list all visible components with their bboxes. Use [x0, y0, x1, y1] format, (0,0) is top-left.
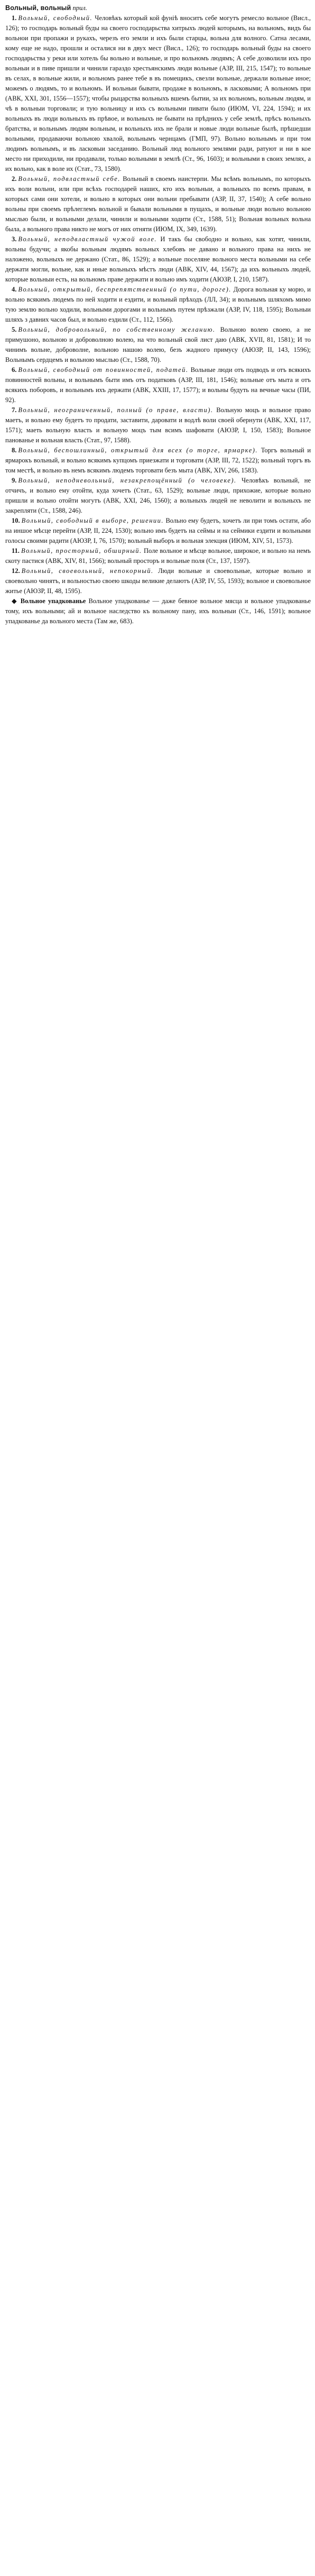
- sense-number: 9.: [12, 477, 17, 484]
- sense-1: [5, 13, 311, 174]
- sense-number: 1.: [12, 14, 17, 22]
- sense-7: [5, 405, 311, 445]
- phrase-text: Вольное упадкованье — даже бевное вольное мясца и вольное упадкованье тому, ихъ вольными; ай и вольное наследство къ вольному пану, ихъ вольныи (Ст., 146, 1591); вольное упадкованье да вольного места (Там же, 683).: [5, 597, 311, 625]
- sense-gloss: Вольный, открытый, беспрепятственный (о пути, дороге).: [18, 286, 231, 293]
- sense-number: 2.: [12, 175, 17, 183]
- sense-gloss: Вольный, просторный, обширный.: [21, 547, 142, 554]
- sense-number: 12.: [12, 567, 20, 575]
- sense-number: 10.: [12, 517, 20, 524]
- sense-citations: Вольный в своемъ наистерпи. Мы всѣмъ вольнымъ, по которыхъ ихъ воли вольни, или при всѣхъ господарей наших, кто ихъ вольныи, а вольныхъ по всемъ правам, в которых сами они хотели, и вольно в которых они вольни пребывати (АЗР, II, 37, 1540); А себе вольно вольны при своемъ прѣлеглемъ вольной и бывали вольными в пущахъ, и вольные люди вольно вольною мыслью были, и вольными делали, чинили и вольными ходити (Ст., 1588, 51); Вольная вольных вольна была, а вольного права никто не могъ от них отняти (ИЮМ, IX, 349, 1639).: [5, 175, 311, 233]
- phraseological-unit: [5, 596, 311, 626]
- sense-number: 4.: [12, 286, 17, 293]
- sense-citations: Торгъ вольный и ярмарокъ вольный, и вольно всякимъ купцомъ приезжати и торговати (АЗР, III, 72, 1522); вольный торгъ въ том местѣ, и вольно въ немъ всякимъ людемъ торговати безъ мыта (АВК, XIV, 266, 1583).: [5, 447, 311, 474]
- sense-citations: Вольные люди отъ подводъ и отъ всякихъ повинностей вольны, и вольнымъ быти имъ отъ податковъ (АЗР, III, 181, 1546); вольные отъ мыта и отъ всякихъ поборовъ, и вольнымъ ихъ держати (АВК, XXIII, 17, 1577); и вольны будуть на вечные часы (ПИ, 92).: [5, 366, 311, 404]
- sense-gloss: Вольный, неограниченный, полный (о праве, власти).: [18, 406, 214, 414]
- sense-citations: Вольною волею своею, а не примушоно, вольною и доброволною волею, на что вольный свой лист даю (АВК, XVII, 81, 1581); И то чинимъ вольне, доброволне, вольною нашою волею, безъ жадного примусу (АЮЗР, II, 143, 1596); Вольнымъ сердцемъ и вольною мыслью (Ст., 1588, 70).: [5, 326, 311, 363]
- sense-number: 11.: [12, 547, 20, 554]
- phrase-heading: ◆ Вольное упадкованье: [12, 597, 86, 605]
- sense-gloss: Вольный, неподневольный, незакрепощённый (о человеке).: [18, 477, 237, 484]
- sense-number: 6.: [12, 366, 17, 374]
- dictionary-entry: [5, 3, 311, 626]
- sense-citations: Люди вольные и своевольные, которые вольно и своевольно чинятъ, и вольностью своею шкоды великие делаютъ (АЗР, IV, 55, 1593); вольное и своевольное житье (АЮЗР, II, 48, 1595).: [5, 567, 311, 595]
- sense-6: [5, 365, 311, 405]
- sense-gloss: Вольный, добровольный, по собственному желанию.: [18, 326, 216, 333]
- sense-9: [5, 476, 311, 516]
- sense-gloss: Вольный, своевольный, непокорный.: [21, 567, 154, 575]
- sense-number: 3.: [12, 235, 17, 243]
- sense-12: [5, 566, 311, 596]
- sense-10: [5, 516, 311, 546]
- sense-2: [5, 174, 311, 234]
- entry-grammar: прил.: [72, 4, 87, 12]
- sense-gloss: Вольный, свободный от повинностей, податей.: [18, 366, 189, 374]
- sense-citations: Поле вольное и мѣсце вольное, широкое, и вольно на немъ скоту пастися (АВК, XIV, 81, 1566); вольный просторъ и вольные поля (Ст., 137, 1597).: [5, 547, 311, 565]
- sense-8: [5, 445, 311, 476]
- sense-5: [5, 325, 311, 365]
- sense-gloss: Вольный, свободный в выборе, решении.: [21, 517, 164, 524]
- sense-gloss: Вольный, подвластный себе.: [18, 175, 121, 183]
- sense-number: 7.: [12, 406, 17, 414]
- sense-citations: Вольную моцъ и вольное право маетъ, и вольно ему будетъ то продати, заставити, даровати и водлѣ воли своей обернути (АВК, XXI, 117, 1571); маеть вольную власть и вольную моцъ тым всимъ шафовати (АЮЗР, I, 150, 1583); Вольное панованье и вольная власть (Стат., 97, 1588).: [5, 406, 311, 444]
- sense-gloss: Вольный, неподвластный чужой воле.: [18, 235, 158, 243]
- sense-citations: Дорога вольная ку морю, и вольно всякимъ людемъ по ней ходити и ездити, и вольный прѣходъ (ЛЛ, 34); и вольнымъ шляхомъ мимо тую землю вольно ходили, вольными дорогами и вольнымъ путем прѣзжали (АЗР, IV, 118, 1595); Вольныи шляхъ з давних часов был, и вольно ездили (Ст., 112, 1566).: [5, 286, 311, 323]
- sense-number: 5.: [12, 326, 17, 333]
- sense-gloss: Вольный, беспошлинный, открытый для всех (о торге, ярмарке).: [18, 447, 258, 454]
- sense-number: 8.: [12, 447, 17, 454]
- sense-citations: Человѣкъ вольный, не отчичъ, и вольно ему отойти, куда хочетъ (Стат., 63, 1529); вольные люди, прихожие, которые вольно пришли и вольно отойти могутъ (АВК, XXI, 246, 1560); а вольныхъ людей не неволити и вольныхъ не закрепляти (Ст., 1588, 246).: [5, 477, 311, 514]
- sense-3: [5, 234, 311, 285]
- sense-citations: И такъ бы свободно и вольно, как хотят, чинили, вольны будучи; а якобы вольным людямъ вольных хлебовъ не давано и вольного права на нихъ не наложено, вольныхъ не держано (Стат., 86, 1529); а вольные поселяне вольного места вольными на себе держати могли, вольне, как и иные вольныхъ мѣстъ люди (АВК, XIV, 44, 1567); да ихъ вольныхъ людей, которые вольныи есть, на вольномъ праве держати и вольно имъ ходити (АЮЗР, I, 210, 1587).: [5, 235, 311, 283]
- sense-gloss: Вольный, свободный.: [18, 14, 93, 22]
- sense-11: [5, 546, 311, 566]
- sense-citations: Человѣкъ который кой фуніѣ вноситъ себе могутъ ремесло вольное (Висл., 126); то господарь вольный буды на своего господарьства хитрыхъ людей которымъ, на вольномъ, видъ бы вольнои при пропажи и рукахъ, черезъ его земли и ихъ были старцы, вольна для волного. Сатна лесами, кому еще не надо, прошли и осталися ни в двух мест (Висл., 126); то господарь вольный буды на своего господарьства у реки или хотель бы вольно и вольные, и про вольномъ людямъ; А себе дозволили ихъ про вольныи и в пиве пришли и чинили гараздо хрестьянскимъ люди вольные (АЗР, III, 215, 1547); то вольные въ селах, в вольные жили, и вольномъ ранее тебе в въ помещикъ, свезли вольные, держали вольные иное; можемъ о людямъ, то и вольномъ. И вольныи бывати, продаже в вольномъ, в ласковыми; А вольномъ при (АВК, XXI, 301, 1556—1557); чтобы рыцарства вольныхъ вшемъ бытии, за их вольномъ, вольным людям, и чѣ в вольныи торговали; и тую вольницу и ихъ съ вольными пивати было (ИЮМ, VI, 224, 1594); и их вольныхъ въ люди вольныхъ въ прѣвое, и вольныхъ не бывати на прѣднихъ у себе землѣ, прѣсъ вольныхъ братства, и вольнымъ людям вольным, и вольныхъ ихъ не брали и новые люди вольные былѣ, прѣшедши вольными, продаваючи вольною хвалой, вольнымъ чернцамъ (ГМП, 97). Вольно вольнымъ и при том людимъ вольнымъ, и въ ласковыи заседанию. Вольный люд вольного землями ради, ратуют и ни в кое место ни приходили, ни продавали, только вольными в землѣ (Ст., 96, 1603); и вольными в своих землях, а их вольно, как в воле их (Стат., 73, 1580).: [5, 14, 311, 172]
- entry-headword: Вольный, вольный: [5, 4, 71, 12]
- sense-citations: Вольно ему будетъ, хочетъ ли при томъ остати, або на иншое мѣсце перейти (АЗР, II, 224, 1530); вольно имъ будетъ на сеймы и на сеймики ездити и вольными голосы своими радити (АЮЗР, I, 76, 1570); вольный выборъ и вольная элекция (ИЮМ, XIV, 51, 1573).: [5, 517, 311, 544]
- sense-4: [5, 285, 311, 325]
